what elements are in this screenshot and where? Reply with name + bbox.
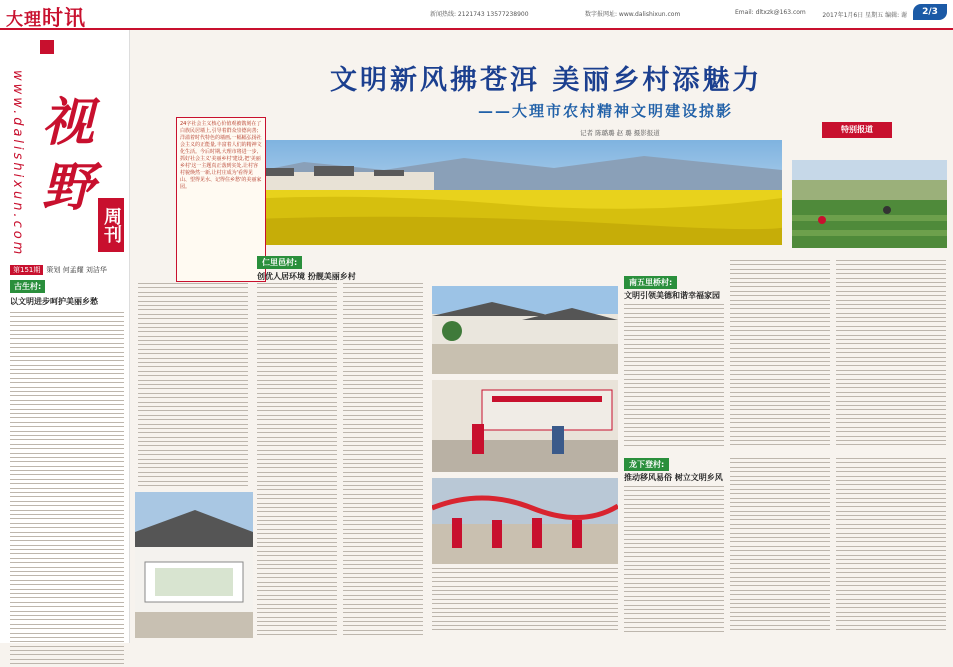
article-body-col10 — [836, 458, 946, 638]
section-title-longxiadeng: 推动移风易俗 树立文明乡风 — [624, 473, 723, 482]
article-body-col5 — [624, 304, 724, 450]
left-section-tag: 古生村: — [10, 280, 45, 293]
main-photo-rapeseed-field — [224, 140, 782, 245]
photo-village-mural-wall — [135, 492, 253, 638]
decor-block — [40, 40, 54, 54]
photo-red-banner-meeting — [432, 380, 618, 472]
masthead — [0, 0, 953, 30]
section-tag-nanwuliqiao: 南五里桥村: — [624, 276, 677, 289]
byline: 记者 陈璐璐 赵 璐 摄影报道 — [580, 129, 660, 137]
section-title-nanwuliqiao: 文明引领美德和谐幸福家园 — [624, 291, 720, 300]
photo-villagers-field — [792, 160, 947, 248]
edition-info: 第151期 策划 何孟耀 刘洁华 — [10, 265, 107, 275]
section-title-renliyi: 创优人居环境 扮靓美丽乡村 — [257, 272, 356, 281]
page-number: 2/3 — [913, 4, 947, 20]
article-body-col9 — [730, 458, 830, 638]
special-report-tag: 特别报道 — [822, 122, 892, 138]
article-body-col4 — [432, 568, 618, 638]
newspaper-logo: 大理时讯 — [6, 5, 86, 30]
left-column — [0, 30, 130, 643]
weekly-label: 周刊 — [98, 198, 124, 252]
article-body-col1 — [138, 283, 248, 488]
article-body-col7 — [836, 260, 946, 450]
section-char-2: 野 — [42, 157, 95, 218]
email-line: Email: dltxzk@163.com — [735, 9, 806, 16]
intro-box: 24字社会主义核心价值观被镌刻在了白族民居墙上,引导着群众崇德向善;洋溢着时代特色的墙画,一幅幅弘扬社会主义的正能量,丰富着人们的精神文化生活。今后时期,大理市将进一步,抓好社会主义'美丽乡村'建设,把'美丽乡村'这一主题真正落到实处,让村容村貌焕然一新,让村庄成为'看得见山、望得见水、记得住乡愁'的美丽家园。 — [176, 117, 266, 282]
site-url: www.dalishixun.com — [10, 70, 25, 258]
left-article-body — [10, 312, 124, 667]
section-char-1: 视 — [42, 92, 95, 153]
photo-folk-dance — [432, 478, 618, 564]
article-body-col8 — [624, 486, 724, 638]
article-body-col2 — [257, 283, 337, 638]
article-body-col6 — [730, 260, 830, 450]
contact-line: 新闻热线: 2121743 13577238900 — [430, 11, 529, 18]
main-headline: 文明新风拂苍洱 美丽乡村添魅力 — [330, 65, 763, 96]
main-subheadline: ——大理市农村精神文明建设掠影 — [478, 102, 734, 120]
date-line: 2017年1月6日 星期五 编辑: 谢 — [822, 12, 907, 19]
photo-village-square — [432, 286, 618, 374]
left-article-title: 以文明进步呵护美丽乡愁 — [10, 297, 98, 306]
section-tag-longxiadeng: 龙下登村: — [624, 458, 669, 471]
article-body-col3 — [343, 283, 423, 638]
website-line: 数字报网址: www.dalishixun.com — [585, 11, 681, 18]
section-tag-renliyi: 仁里邑村: — [257, 256, 302, 269]
